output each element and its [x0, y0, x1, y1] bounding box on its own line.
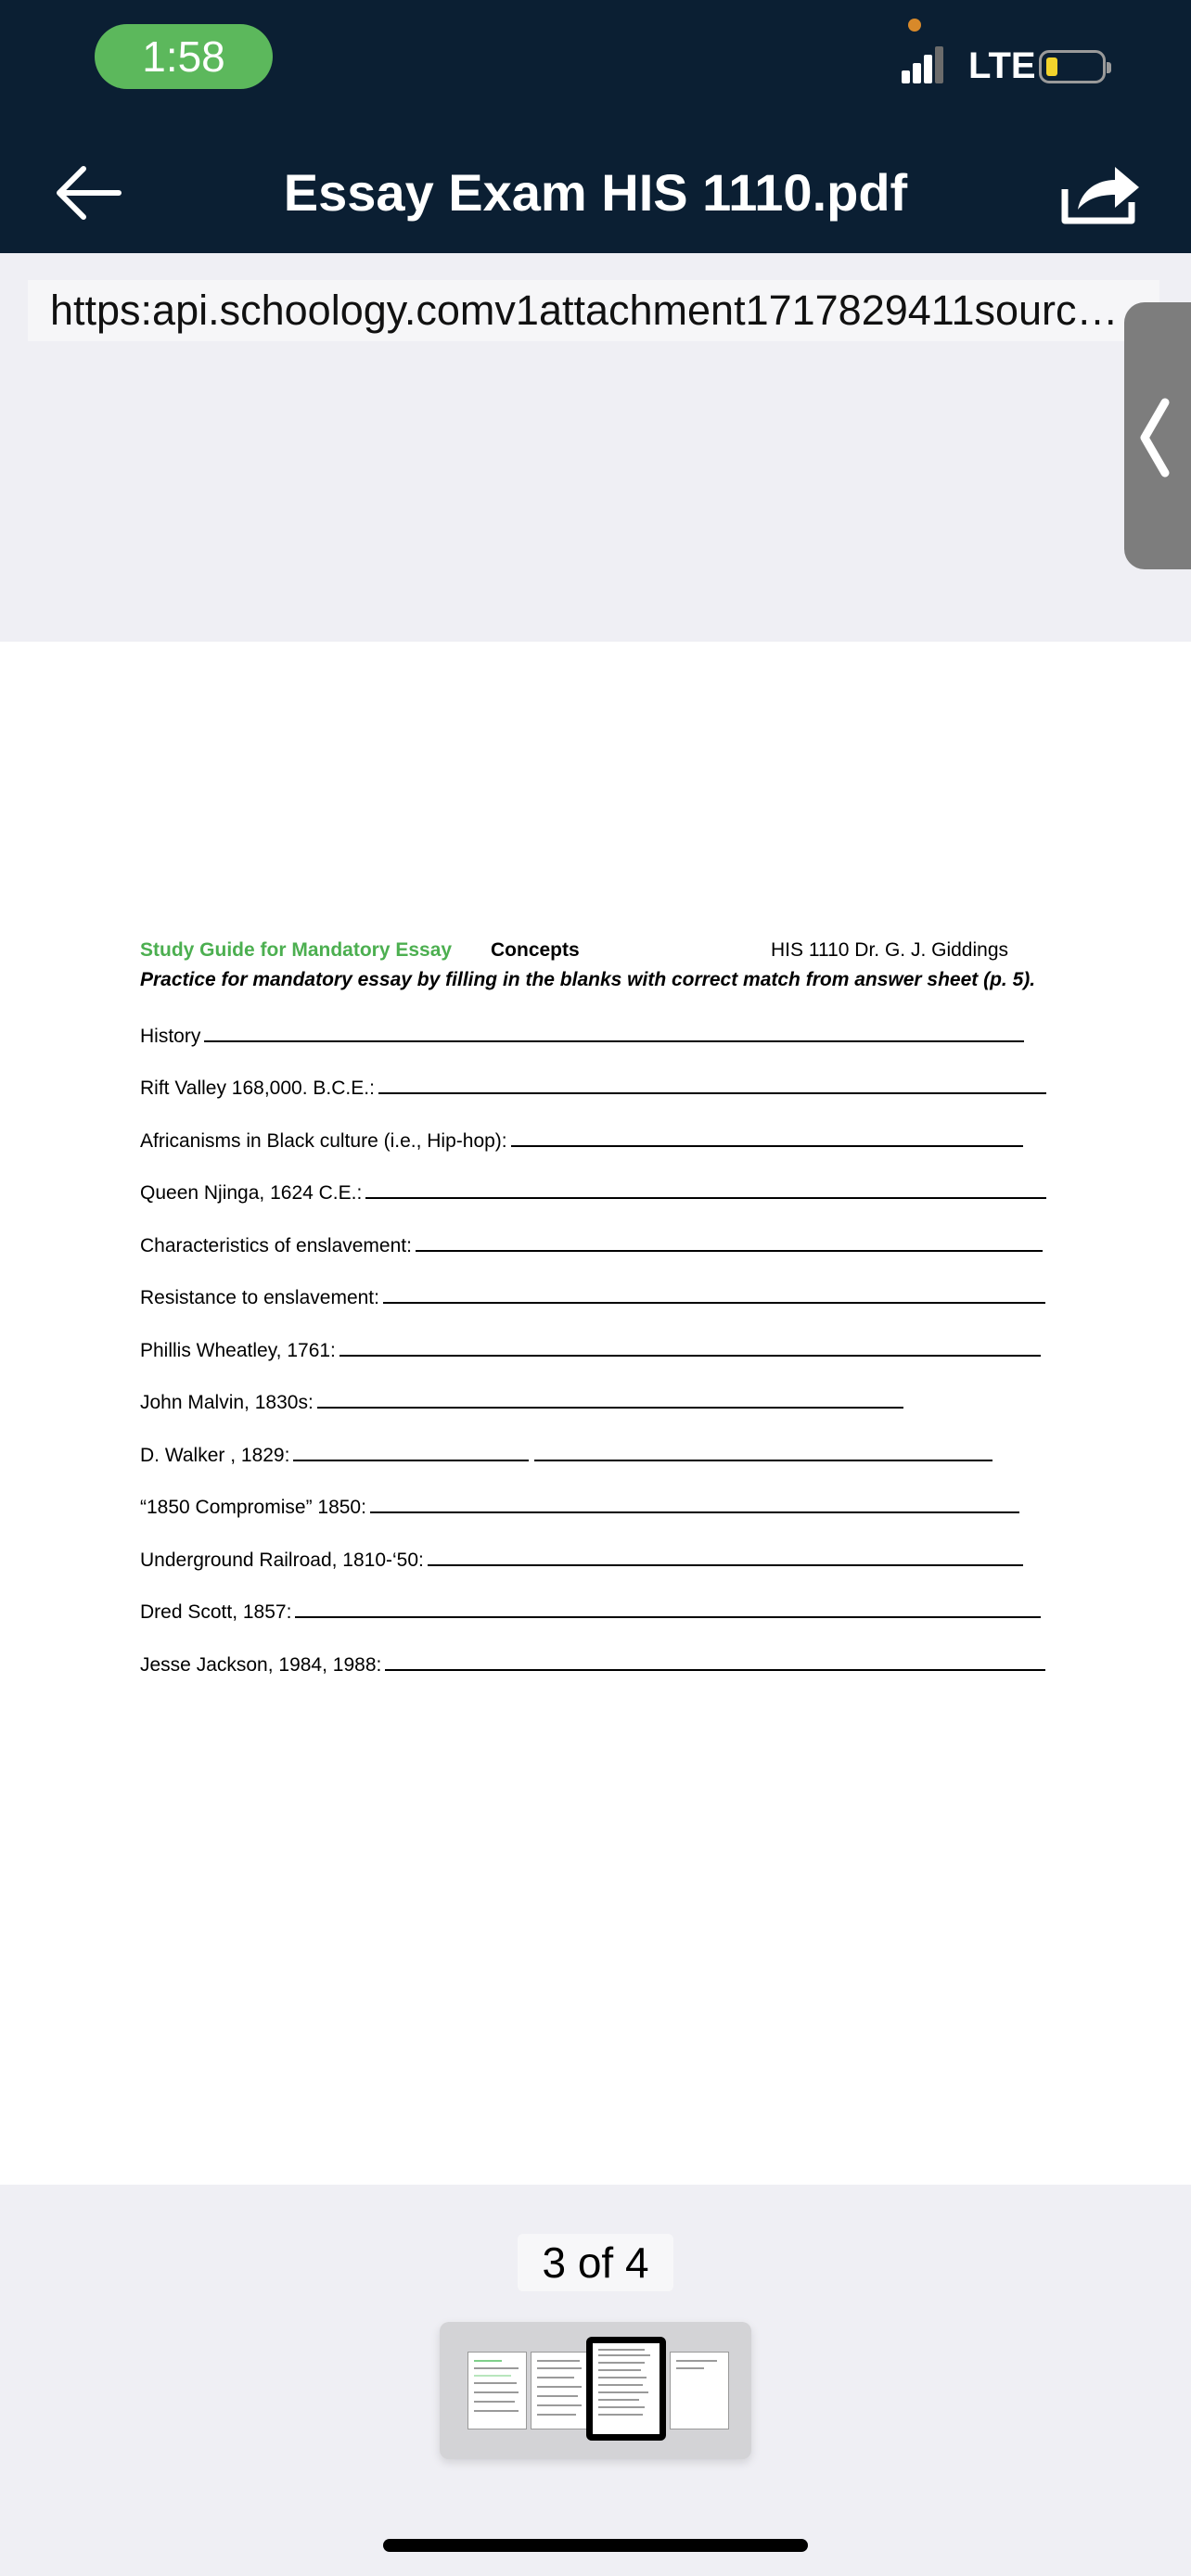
instructions-text: Practice for mandatory essay by filling in the blanks with correct match from answer sheet (p. 5). — [140, 969, 1036, 990]
page-thumbnail-2[interactable] — [531, 2352, 590, 2429]
item-label: Dred Scott, 1857: — [140, 1601, 292, 1623]
pdf-page[interactable] — [0, 642, 1191, 2185]
study-guide-label: Study Guide for Mandatory Essay — [140, 939, 453, 961]
list-item — [140, 1016, 1024, 1048]
answer-blank — [383, 1278, 1045, 1304]
list-item — [140, 1487, 1019, 1519]
list-item — [140, 1435, 992, 1467]
item-label: Africanisms in Black culture (i.e., Hip-hop): — [140, 1130, 507, 1152]
answer-blank — [295, 1592, 1041, 1618]
signal-icon — [902, 46, 942, 83]
list-item — [140, 1645, 1045, 1677]
list-item — [140, 1173, 1046, 1205]
side-panel-handle[interactable] — [1124, 302, 1191, 569]
answer-blank — [511, 1121, 1023, 1147]
answer-blank — [365, 1173, 1046, 1199]
chevron-left-icon — [1124, 302, 1191, 569]
list-item — [140, 1121, 1023, 1153]
list-item — [140, 1383, 903, 1414]
document-title: Essay Exam HIS 1110.pdf — [283, 163, 908, 222]
item-label: “1850 Compromise” 1850: — [140, 1497, 366, 1518]
item-label: Jesse Jackson, 1984, 1988: — [140, 1654, 382, 1676]
item-label: Underground Railroad, 1810-‘50: — [140, 1549, 424, 1571]
item-label: Queen Njinga, 1624 C.E.: — [140, 1182, 363, 1204]
url-bar[interactable]: https:api.schoology.comv1attachment1717829411sourc… — [28, 280, 1159, 341]
page-thumbnail-1[interactable] — [467, 2352, 527, 2429]
network-type: LTE — [968, 45, 1036, 86]
home-indicator — [383, 2539, 808, 2552]
list-item — [140, 1278, 1045, 1309]
list-item — [140, 1226, 1043, 1257]
list-item — [140, 1592, 1041, 1624]
page-thumbnail-4[interactable] — [670, 2352, 729, 2429]
status-time: 1:58 — [95, 24, 273, 89]
share-icon — [1057, 158, 1145, 228]
item-label: History — [140, 1026, 201, 1047]
item-label: Resistance to enslavement: — [140, 1287, 379, 1308]
answer-blank — [370, 1487, 1019, 1513]
course-info: HIS 1110 Dr. G. J. Giddings — [771, 939, 1008, 961]
arrow-left-icon — [52, 156, 126, 230]
camera-indicator-dot — [908, 19, 921, 32]
answer-blank — [339, 1331, 1041, 1357]
answer-blank — [428, 1540, 1023, 1566]
back-button[interactable] — [52, 156, 126, 230]
item-label: Rift Valley 168,000. B.C.E.: — [140, 1078, 375, 1099]
answer-blank — [534, 1435, 992, 1461]
item-label: John Malvin, 1830s: — [140, 1392, 314, 1413]
list-item — [140, 1331, 1041, 1362]
answer-blank — [378, 1068, 1046, 1094]
page-thumbnail-strip[interactable] — [440, 2322, 751, 2459]
item-label: Characteristics of enslavement: — [140, 1235, 412, 1256]
page-indicator: 3 of 4 — [518, 2234, 673, 2291]
concepts-label: Concepts — [491, 939, 580, 961]
share-button[interactable] — [1057, 158, 1145, 228]
answer-blank — [204, 1016, 1024, 1042]
item-label: Phillis Wheatley, 1761: — [140, 1340, 336, 1361]
answer-blank — [385, 1645, 1045, 1671]
app-header — [0, 0, 1191, 253]
item-label: D. Walker , 1829: — [140, 1445, 290, 1466]
list-item — [140, 1068, 1046, 1100]
answer-blank — [293, 1435, 529, 1461]
document-heading — [140, 935, 1049, 966]
answer-blank — [317, 1383, 903, 1409]
battery-icon — [1039, 50, 1106, 83]
list-item — [140, 1540, 1023, 1572]
answer-blank — [416, 1226, 1043, 1252]
page-thumbnail-3[interactable] — [586, 2337, 666, 2441]
